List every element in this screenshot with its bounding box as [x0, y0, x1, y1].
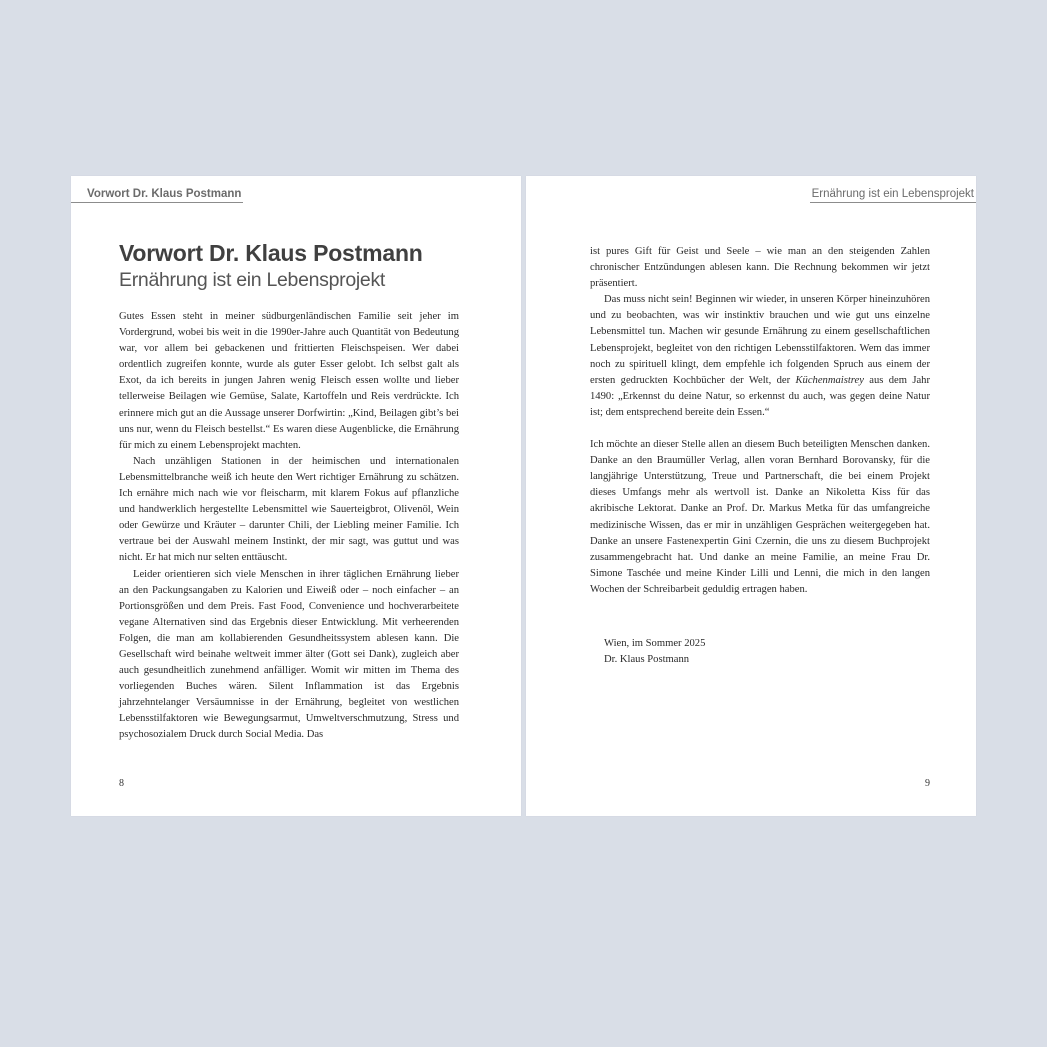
paragraph	[590, 292, 930, 421]
signature-block	[604, 636, 705, 668]
paragraph: Nach unzähligen Stationen in der heimischen und internationalen Lebensmittelbranche weiß ich heute den Wert richtiger Ernährung zu schätzen. Ich ernähre mich nach wie vor fleischarm, mit klarem Fokus auf pflanzliche und handwerklich hergestellte Lebensmittel wie Sauerteigbrot, Olivenöl, Wein oder Gewürze und Kräuter – darunter Chili, der Liebling meiner Familie. Ich vertraue bei der Auswahl meinem Instinkt, der mir sagt, was guttut und was nicht. Er hat mich nur selten enttäuscht.	[119, 455, 459, 564]
left-body-text	[119, 309, 459, 744]
paragraph: Gutes Essen steht in meiner südburgenländischen Familie seit jeher im Vordergrund, wobei bis weit in die 1990er-Jahre auch Quantität von Bedeutung war, vor allem bei gebackenen und frittierten Fleischspeisen. Wer dabei ordentlich zugreifen konnte, wurde als guter Esser gelobt. Ich selbst galt als Exot, da ich bereits in jungen Jahren wenig Fleisch essen wollte und lieber tellerweise Beilagen wie Gemüse, Salate, Kartoffeln und Reis verdrückte. Ich erinnere mich gut an die Aussage unserer Dorfwirtin: „Kind, Beilagen gibt’s bei uns nur, wenn du Fleisch bestellst.“ Es waren diese Augenblicke, die Ernährung für mich zu einem Lebensprojekt machten.	[119, 311, 459, 451]
chapter-subtitle: Ernährung ist ein Lebensprojekt	[119, 269, 386, 291]
right-body-text	[590, 244, 930, 598]
running-head-left: Vorwort Dr. Klaus Postmann	[71, 188, 243, 203]
paragraph-text: Das muss nicht sein! Beginnen wir wieder, in unseren Körper hineinzuhören und zu beobachten, was wir instinktiv brauchen und wie gut uns einzelne Lebensmittel tun. Machen wir gesunde Ernährung zu einem gesellschaftlichen Lebensprojekt, begleitet von den richtigen Lebensstilfaktoren. Wem das immer noch zu spirituell klingt, dem empfehle ich folgenden Spruch aus einem der ersten gedruckten Kochbücher der Welt, der	[590, 294, 930, 386]
paragraph: Ich möchte an dieser Stelle allen an diesem Buch beteiligten Menschen danken. Danke an den Braumüller Verlag, allen voran Bernhard Borovansky, für die langjährige Unterstützung, Treue und Partnerschaft, die bei einem Projekt dieses Umfangs mehr als wertvoll ist. Danke an Nikoletta Kiss für das akribische Lektorat. Danke an Prof. Dr. Markus Metka für das umfangreiche medizinische Wissen, das er mir in unzähligen Gesprächen weitergegeben hat. Danke an unsere Fastenexpertin Gini Czernin, die uns zu diesem Buchprojekt zusammengebracht hat. Und danke an meine Familie, an meine Frau Dr. Simone Taschée und meine Kinder Lilli und Lenni, die mich in den langen Wochen der Schreibarbeit geduldig ertragen haben.	[590, 439, 930, 595]
left-page	[71, 176, 521, 816]
running-head-right: Ernährung ist ein Lebensprojekt	[810, 188, 976, 203]
right-page	[526, 176, 976, 816]
chapter-title: Vorwort Dr. Klaus Postmann	[119, 240, 423, 266]
page-number-left: 8	[119, 778, 124, 789]
signature-place-date: Wien, im Sommer 2025	[604, 638, 706, 649]
paragraph: Leider orientieren sich viele Menschen in ihrer täglichen Ernährung lieber an den Packungsangaben zu Kalorien und Eiweiß oder – noch einfacher – an Portionsgrößen und dem Preis. Fast Food, Convenience und hochverarbeitete vegane Alternativen sind das Ergebnis dieser Entwicklung. Mit verheerenden Folgen, die man am kollabierenden Gesundheitssystem ablesen kann. Die Gesellschaft wird beinahe weltweit immer älter (Gott sei Dank), zugleich aber auch gesundheitlich zunehmend anfälliger. Womit wir mitten im Thema des vorliegenden Buches wären. Silent Inflammation ist das Ergebnis jahrzehntelanger Versäumnisse in der Ernährung, begleitet von westlichen Lebensstilfaktoren wie Bewegungsarmut, Umweltverschmutzung, Stress und psychosozialem Druck durch Social Media. Das	[119, 568, 459, 741]
paragraph-text: aus dem Jahr 1490: „Erkennst du deine Natur, so erkennst du auch, was gegen deine Natur ist; dem entsprechend bereite dein Essen.“	[590, 374, 930, 418]
paragraph: ist pures Gift für Geist und Seele – wie man an den steigenden Zahlen chronischer Entzündungen ablesen kann. Die Rechnung bekommen wir jetzt präsentiert.	[590, 246, 930, 290]
page-number-right: 9	[925, 778, 930, 789]
book-title-italic: Küchenmaistrey	[795, 374, 864, 386]
signature-name: Dr. Klaus Postmann	[604, 654, 690, 666]
